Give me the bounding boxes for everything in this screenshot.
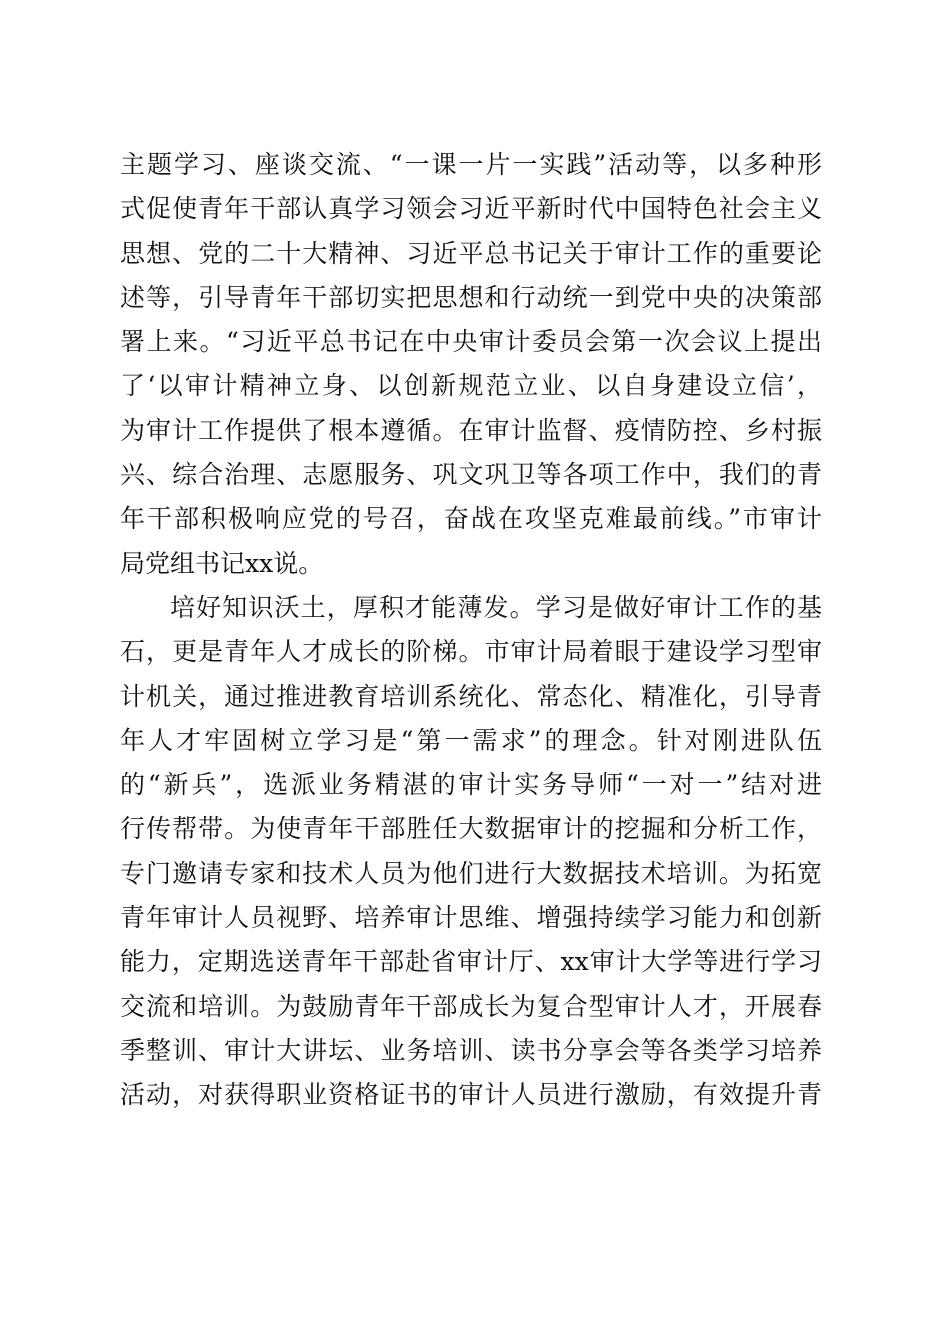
text-line: 主题学习、座谈交流、“一课一片一实践”活动等，以多种形 <box>120 150 822 179</box>
text-line: 活动，对获得职业资格证书的审计人员进行激励，有效提升青 <box>120 1080 822 1110</box>
text-line: 季整训、审计大讲坛、业务培训、读书分享会等各类学习培养 <box>120 1035 822 1065</box>
text-line: 了‘以审计精神立身、以创新规范立业、以自身建设立信’， <box>120 371 822 401</box>
paragraph-2 <box>120 586 822 1118</box>
text-line: 年干部积极响应党的号召，奋战在攻坚克难最前线。”市审计 <box>120 504 822 534</box>
text-line: 署上来。“习近平总书记在中央审计委员会第一次会议上提出 <box>120 327 822 357</box>
text-line: 能力，定期选送青年干部赴省审计厅、xx审计大学等进行学习 <box>120 947 822 977</box>
text-line: 交流和培训。为鼓励青年干部成长为复合型审计人才，开展春 <box>120 991 822 1021</box>
text-line: 局党组书记xx说。 <box>120 548 324 578</box>
text-line: 兴、综合治理、志愿服务、巩文巩卫等各项工作中，我们的青 <box>120 460 822 490</box>
text-line: 计机关，通过推进教育培训系统化、常态化、精准化，引导青 <box>120 681 822 711</box>
text-line: 述等，引导青年干部切实把思想和行动统一到党中央的决策部 <box>120 282 822 312</box>
text-line: 培好知识沃土，厚积才能薄发。学习是做好审计工作的基 <box>170 592 822 622</box>
body-text <box>120 143 822 1118</box>
paragraph-1 <box>120 143 822 586</box>
text-line: 为审计工作提供了根本遵循。在审计监督、疫情防控、乡村振 <box>120 415 822 445</box>
text-line: 专门邀请专家和技术人员为他们进行大数据技术培训。为拓宽 <box>120 858 822 888</box>
text-line: 青年审计人员视野、培养审计思维、增强持续学习能力和创新 <box>120 903 822 933</box>
text-line: 石，更是青年人才成长的阶梯。市审计局着眼于建设学习型审 <box>120 637 822 667</box>
text-line: 行传帮带。为使青年干部胜任大数据审计的挖掘和分析工作， <box>120 814 822 844</box>
text-line: 式促使青年干部认真学习领会习近平新时代中国特色社会主义 <box>120 194 822 224</box>
text-line: 思想、党的二十大精神、习近平总书记关于审计工作的重要论 <box>120 238 822 268</box>
text-line: 的“新兵”，选派业务精湛的审计实务导师“一对一”结对进 <box>120 770 822 800</box>
text-line: 年人才牢固树立学习是“第一需求”的理念。针对刚进队伍 <box>120 725 822 755</box>
